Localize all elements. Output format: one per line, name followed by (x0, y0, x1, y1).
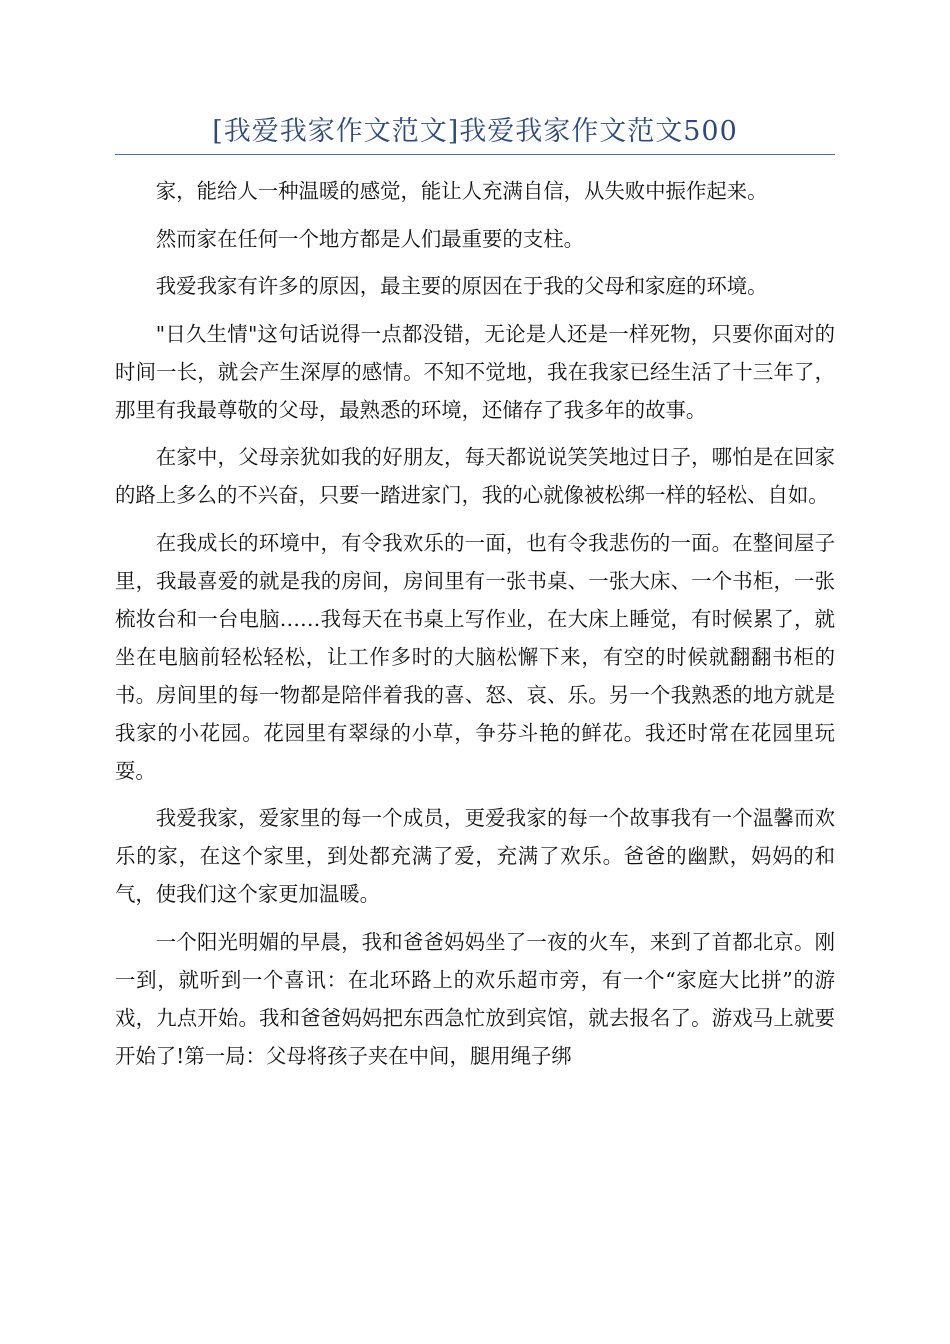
paragraph-1: 家，能给人一种温暖的感觉，能让人充满自信，从失败中振作起来。 (155, 179, 768, 203)
paragraph-3: 我爱我家有许多的原因，最主要的原因在于我的父母和家庭的环境。 (155, 274, 768, 298)
paragraph-8: 一个阳光明媚的早晨，我和爸爸妈妈坐了一夜的火车，来到了首都北京。刚一到，就听到一个喜讯：在北环路上的欢乐超市旁，有一个“家庭大比拼”的游戏，九点开始。我和爸爸妈妈把东西急忙放到宾馆，就去报名了。游戏马上就要开始了!第一局：父母将孩子夹在中间，腿用绳子绑 (115, 929, 835, 1068)
paragraph-5: 在家中，父母亲犹如我的好朋友，每天都说说笑笑地过日子，哪怕是在回家的路上多么的不兴奋，只要一踏进家门，我的心就像被松绑一样的轻松、自如。 (115, 445, 835, 507)
title-underline (115, 154, 835, 155)
document-title: [我爱我家作文范文]我爱我家作文范文500 (212, 116, 738, 147)
paragraph-7: 我爱我家，爱家里的每一个成员，更爱我家的每一个故事我有一个温馨而欢乐的家，在这个家里，到处都充满了爱，充满了欢乐。爸爸的幽默，妈妈的和气，使我们这个家更加温暖。 (115, 806, 835, 906)
paragraph-2: 然而家在任何一个地方都是人们最重要的支柱。 (155, 226, 584, 251)
paragraph-4: "日久生情"这句话说得一点都没错，无论是人还是一样死物，只要你面对的时间一长，就会产生深厚的感情。不知不觉地，我在我家已经生活了十三年了，那里有我最尊敬的父母，最熟悉的环境，还储存了我多年的故事。 (115, 321, 835, 422)
paragraph-6: 在我成长的环境中，有令我欢乐的一面，也有令我悲伤的一面。在整间屋子里，我最喜爱的就是我的房间，房间里有一张书桌、一张大床、一个书柜，一张梳妆台和一台电脑……我每天在书桌上写作业，在大床上睡觉，有时候累了，就坐在电脑前轻松轻松，让工作多时的大脑松懈下来，有空的时候就翻翻书柜的书。房间里的每一物都是陪伴着我的喜、怒、哀、乐。另一个我熟悉的地方就是我家的小花园。花园里有翠绿的小草，争芬斗艳的鲜花。我还时常在花园里玩耍。 (115, 530, 835, 783)
document-body (115, 172, 835, 1084)
